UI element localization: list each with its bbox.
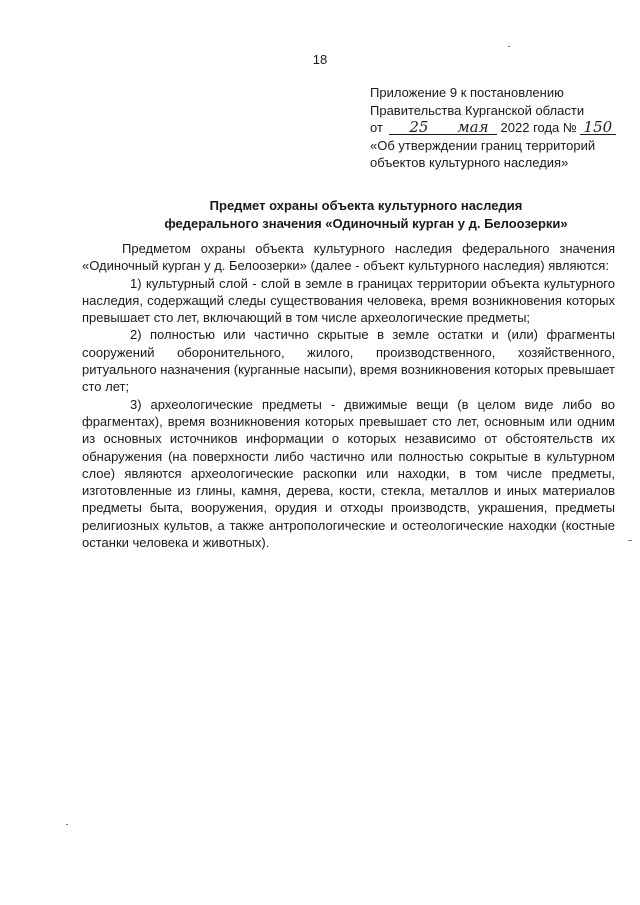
appendix-line-4: «Об утверждении границ территорий xyxy=(370,137,596,153)
appendix-date-line xyxy=(370,119,620,137)
scan-speck xyxy=(66,824,68,825)
title-line-1: Предмет охраны объекта культурного наследия xyxy=(209,198,523,213)
scan-speck xyxy=(508,46,510,47)
scan-speck xyxy=(628,540,632,541)
document-body xyxy=(82,240,615,551)
handwritten-day: 25 xyxy=(389,120,449,135)
from-label: от xyxy=(370,120,383,135)
list-item-2: 2) полностью или частично скрытые в земле остатки и (или) фрагменты сооружений оборонительного, жилого, производственного, хозяйственного, ритуального назначения (курганные насыпи), время возникновения которых превышает сто лет; xyxy=(82,327,615,395)
intro-paragraph: Предметом охраны объекта культурного наследия федерального значения «Одиночный курган у д. Белоозерки» (далее - объект культурного наследия) являются: xyxy=(82,241,615,274)
appendix-header xyxy=(370,84,620,172)
handwritten-number: 150 xyxy=(580,120,616,135)
year-text: 2022 года xyxy=(500,120,560,135)
list-item-1: 1) культурный слой - слой в земле в границах территории объекта культурного наследия, содержащий следы существования человека, время возникновения которых превышает сто лет, включающий в том числе археологические предметы; xyxy=(82,275,615,326)
number-label: № xyxy=(562,120,577,135)
appendix-line-2: Правительства Курганской области xyxy=(370,102,585,118)
appendix-line-5: объектов культурного наследия» xyxy=(370,155,569,170)
page-number: 18 xyxy=(312,52,328,67)
list-item-3: 3) археологические предметы - движимые вещи (в целом виде либо во фрагментах), время возникновения которых превышает сто лет, основным или одним из основных источников информации о которых независимо от обстоятельств их обнаружения (на поверхности либо частично или полностью сокрытые в культурном слое) являются археологические раскопки или находки, в том числе предметы, изготовленные из глины, камня, дерева, кости, стекла, металлов и иных материалов предметы быта, вооружения, орудия и отходы производств, украшения, предметы религиозных культов, а также антропологические и остеологические находки (костные останки человека и животных). xyxy=(82,396,615,551)
title-line-2: федерального значения «Одиночный курган у д. Белоозерки» xyxy=(164,216,568,231)
appendix-line-1: Приложение 9 к постановлению xyxy=(370,85,564,100)
handwritten-month: мая xyxy=(449,120,497,135)
document-title xyxy=(70,197,640,233)
